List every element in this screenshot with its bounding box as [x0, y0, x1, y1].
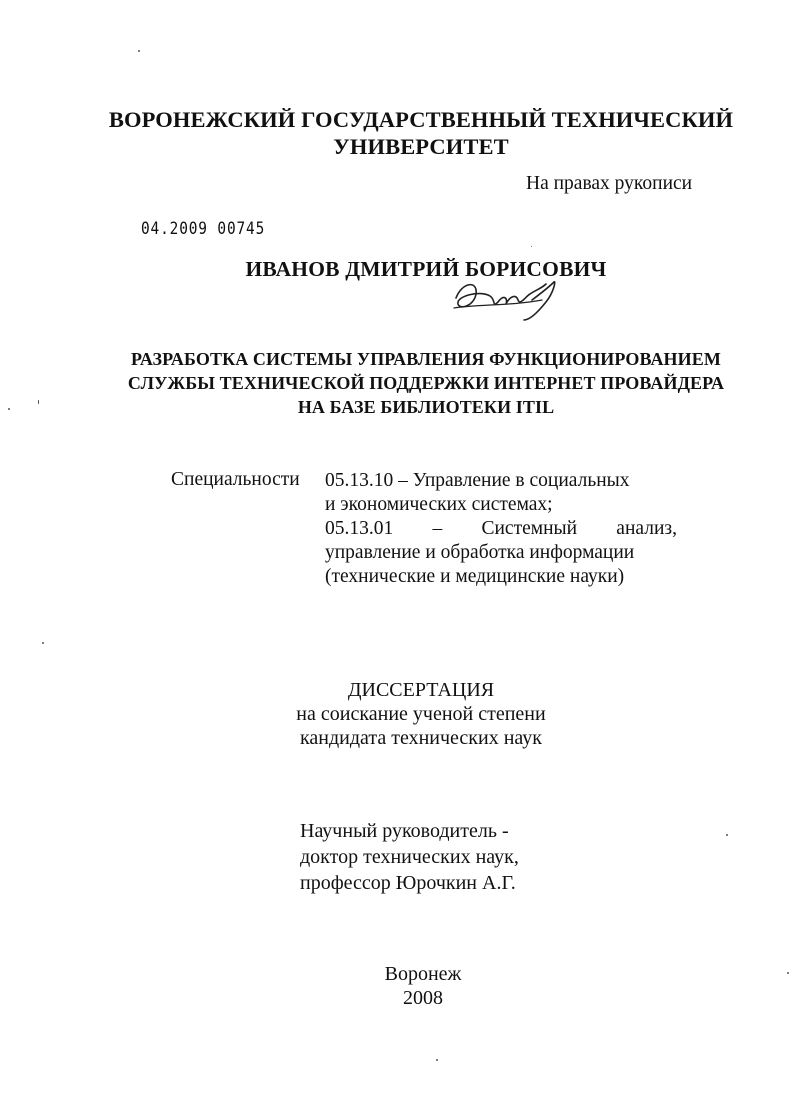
scan-speck — [531, 246, 532, 247]
university-name — [22, 106, 798, 160]
year: 2008 — [403, 987, 443, 1009]
specialty2-dash: – — [432, 518, 443, 539]
dissertation-title — [27, 347, 798, 419]
specialty2-line1 — [325, 517, 677, 541]
author-signature — [450, 276, 570, 324]
specialty2-word1: Системный — [481, 518, 578, 539]
specialty2-line3: (технические и медицинские науки) — [325, 566, 625, 587]
title-line3: НА БАЗЕ БИБЛИОТЕКИ ITIL — [297, 397, 555, 417]
specialty1-line2: и экономических системах; — [325, 494, 553, 515]
dissertation-type: ДИССЕРТАЦИЯ — [347, 679, 495, 701]
scan-speck — [8, 408, 10, 410]
university-name-line2: УНИВЕРСИТЕТ — [333, 134, 509, 159]
specialty1-line1: 05.13.10 – Управление в социальных — [325, 470, 630, 491]
registration-stamp: 04.2009 00745 — [141, 219, 266, 239]
scan-speck — [138, 50, 140, 52]
specialties-label: Специальности — [171, 469, 300, 490]
advisor-line3: профессор Юрочкин А.Г. — [300, 872, 516, 894]
dissertation-degree: кандидата технических наук — [299, 727, 543, 749]
scientific-advisor — [300, 818, 519, 896]
title-line1: РАЗРАБОТКА СИСТЕМЫ УПРАВЛЕНИЯ ФУНКЦИОНИРОВАНИЕМ — [131, 349, 721, 369]
scan-speck — [787, 972, 789, 974]
advisor-line2: доктор технических наук, — [300, 846, 519, 868]
city-year-block — [24, 962, 798, 1010]
author-name: ИВАНОВ ДМИТРИЙ БОРИСОВИЧ — [245, 257, 607, 281]
scan-speck — [42, 642, 44, 644]
title-line2: СЛУЖБЫ ТЕХНИЧЕСКОЙ ПОДДЕРЖКИ ИНТЕРНЕТ ПРОВАЙДЕРА — [127, 373, 725, 393]
scan-speck — [436, 1059, 438, 1061]
specialty2-line2: управление и обработка информации — [325, 542, 635, 563]
specialties-list — [325, 469, 677, 589]
dissertation-purpose: на соискание ученой степени — [296, 703, 546, 725]
university-name-line1: ВОРОНЕЖСКИЙ ГОСУДАРСТВЕННЫЙ ТЕХНИЧЕСКИЙ — [108, 107, 734, 132]
rights-note: На правах рукописи — [526, 173, 693, 194]
dissertation-block — [22, 678, 798, 750]
scan-speck — [38, 400, 39, 404]
specialty2-code: 05.13.01 — [325, 518, 394, 539]
specialty2-word2: анализ, — [616, 518, 677, 539]
city: Воронеж — [384, 963, 462, 985]
advisor-line1: Научный руководитель - — [300, 820, 509, 842]
scan-speck — [726, 834, 728, 836]
